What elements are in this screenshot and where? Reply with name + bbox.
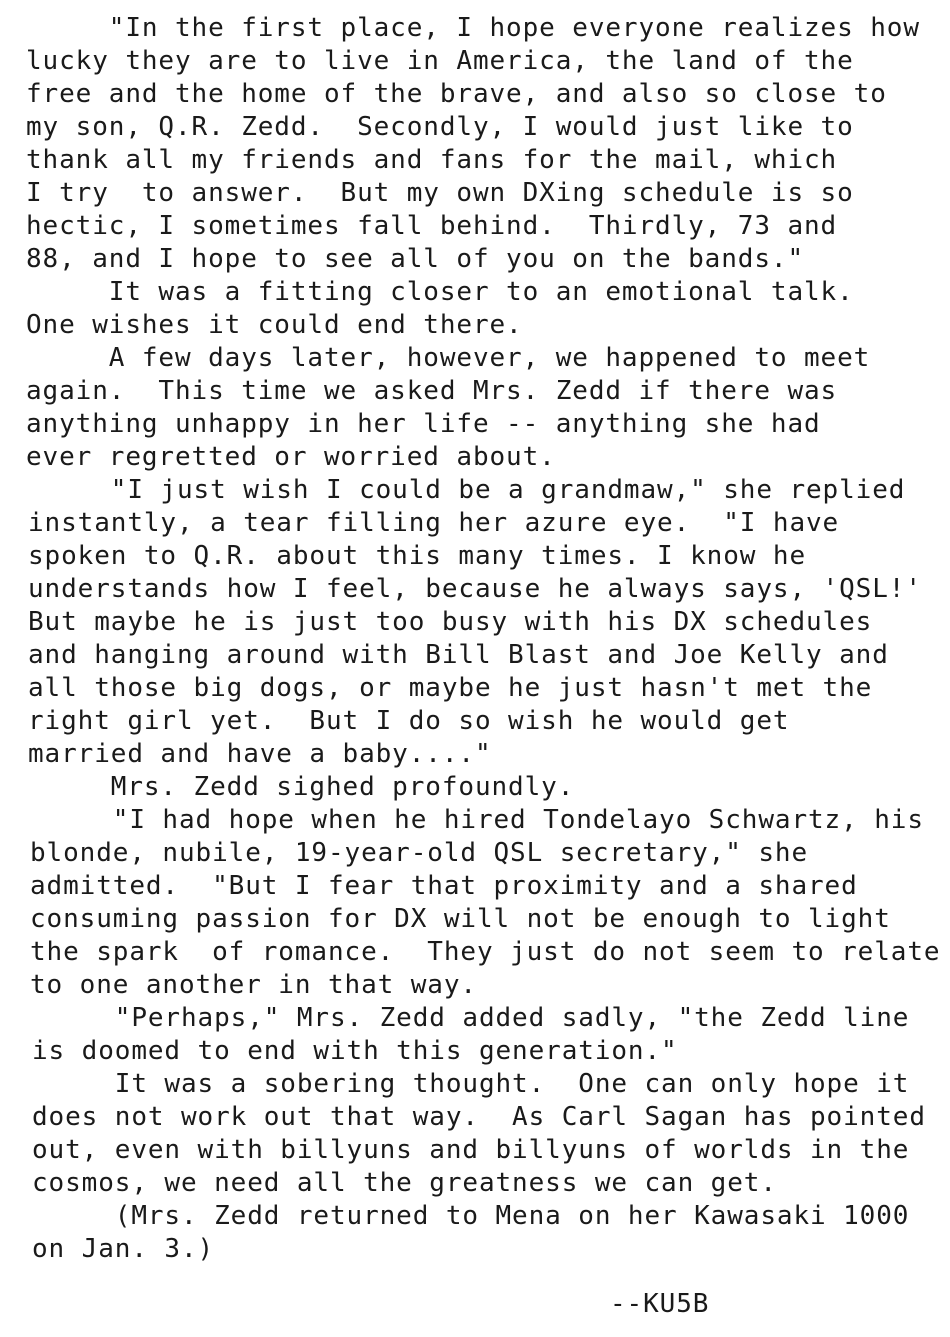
text-line: cosmos, we need all the greatness we can get. (32, 1168, 777, 1198)
text-line: lucky they are to live in America, the land of the (26, 46, 854, 76)
text-line: does not work out that way. As Carl Sagan has pointed (32, 1102, 926, 1132)
text-line: (Mrs. Zedd returned to Mena on her Kawasaki 1000 (32, 1201, 910, 1231)
text-line: understands how I feel, because he always says, 'QSL!' (28, 574, 922, 604)
text-line: and hanging around with Bill Blast and Joe Kelly and (28, 640, 889, 670)
signature: --KU5B (610, 1289, 710, 1319)
text-line: is doomed to end with this generation." (32, 1036, 678, 1066)
text-line: hectic, I sometimes fall behind. Thirdly, 73 and (26, 211, 838, 241)
text-line: the spark of romance. They just do not seem to relate (30, 937, 941, 967)
text-line: "Perhaps," Mrs. Zedd added sadly, "the Zedd line (32, 1003, 910, 1033)
text-line: right girl yet. But I do so wish he would get (28, 706, 790, 736)
text-line: Mrs. Zedd sighed profoundly. (28, 772, 575, 802)
text-line: It was a sobering thought. One can only hope it (32, 1069, 910, 1099)
text-line: admitted. "But I fear that proximity and a shared (30, 871, 858, 901)
text-line: blonde, nubile, 19-year-old QSL secretary," she (30, 838, 809, 868)
text-line: free and the home of the brave, and also so close to (26, 79, 887, 109)
text-line: married and have a baby...." (28, 739, 492, 769)
text-line: consuming passion for DX will not be enough to light (30, 904, 891, 934)
text-line: It was a fitting closer to an emotional talk. (26, 277, 854, 307)
text-line: "In the first place, I hope everyone realizes how (26, 13, 920, 43)
text-line: ever regretted or worried about. (26, 442, 556, 472)
text-line: all those big dogs, or maybe he just hasn't met the (28, 673, 873, 703)
text-line: again. This time we asked Mrs. Zedd if there was (26, 376, 838, 406)
text-line: I try to answer. But my own DXing schedule is so (26, 178, 854, 208)
text-line: But maybe he is just too busy with his DX schedules (28, 607, 873, 637)
text-line: One wishes it could end there. (26, 310, 523, 340)
text-line: spoken to Q.R. about this many times. I know he (28, 541, 807, 571)
text-line: "I just wish I could be a grandmaw," she replied (28, 475, 906, 505)
text-line: anything unhappy in her life -- anything she had (26, 409, 821, 439)
text-line: to one another in that way. (30, 970, 477, 1000)
text-line: 88, and I hope to see all of you on the bands." (26, 244, 805, 274)
text-line: on Jan. 3.) (32, 1234, 215, 1264)
text-line: out, even with billyuns and billyuns of worlds in the (32, 1135, 910, 1165)
text-line: thank all my friends and fans for the mail, which (26, 145, 838, 175)
text-line: "I had hope when he hired Tondelayo Schwartz, his (30, 805, 924, 835)
text-line: my son, Q.R. Zedd. Secondly, I would just like to (26, 112, 854, 142)
text-line: A few days later, however, we happened to meet (26, 343, 871, 373)
text-line: instantly, a tear filling her azure eye. "I have (28, 508, 840, 538)
